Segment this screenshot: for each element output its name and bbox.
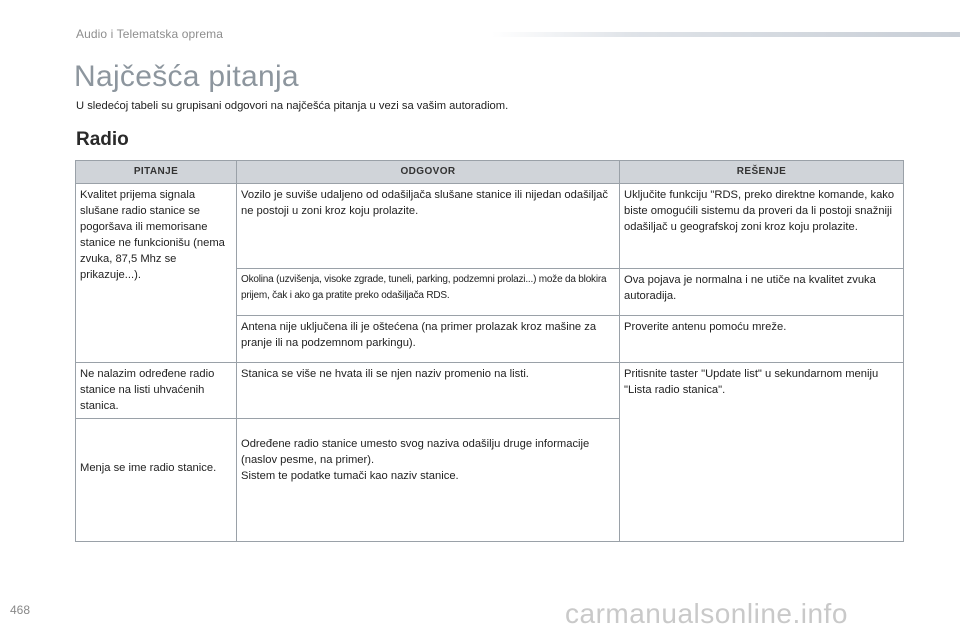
table-row <box>76 184 904 269</box>
faq-table <box>75 160 904 542</box>
page-number: 468 <box>10 603 31 617</box>
solution-cell: Ova pojava je normalna i ne utiče na kvalitet zvuka autoradija. <box>620 269 904 316</box>
answer-line: Sistem te podatke tumači kao naziv stanice. <box>241 470 459 482</box>
section-title: Radio <box>76 129 129 150</box>
answer-cell: Vozilo je suviše udaljeno od odašiljača slušane stanice ili nijedan odašiljač ne postoji u zoni kroz koju prolazite. <box>237 184 620 269</box>
answer-line: Određene radio stanice umesto svog naziva odašilju druge informacije (naslov pesme, na primer). <box>241 438 590 466</box>
column-header-answer: ODGOVOR <box>237 161 620 184</box>
column-header-question: PITANJE <box>76 161 237 184</box>
question-cell: Ne nalazim određene radio stanice na listi uhvaćenih stanica. <box>76 363 237 419</box>
solution-cell: Pritisnite taster "Update list" u sekundarnom meniju "Lista radio stanica". <box>620 363 904 542</box>
intro-text: U sledećoj tabeli su grupisani odgovori na najčešća pitanja u vezi sa vašim autoradiom. <box>76 100 509 112</box>
question-cell: Menja se ime radio stanice. <box>76 419 237 542</box>
question-cell: Kvalitet prijema signala slušane radio stanice se pogoršava ili memorisane stanice ne funkcionišu (nema zvuka, 87,5 Mhz se prikazuje...). <box>76 184 237 363</box>
answer-cell: Stanica se više ne hvata ili se njen naziv promenio na listi. <box>237 363 620 419</box>
column-header-solution: REŠENJE <box>620 161 904 184</box>
solution-cell: Proverite antenu pomoću mreže. <box>620 316 904 363</box>
answer-cell: Antena nije uključena ili je oštećena (na primer prolazak kroz mašine za pranje ili na podzemnom parkingu). <box>237 316 620 363</box>
table-header-row <box>76 161 904 184</box>
watermark: carmanualsonline.info <box>565 598 848 629</box>
answer-cell: Okolina (uzvišenja, visoke zgrade, tuneli, parking, podzemni prolazi...) može da blokira prijem, čak i ako ga pratite preko odašiljača RDS. <box>237 269 620 316</box>
answer-cell <box>237 419 620 542</box>
solution-cell: Uključite funkciju "RDS, preko direktne komande, kako biste omogućili sistemu da proveri da li postoji snažniji odašiljač u geografskoj zoni kroz koju prolazite. <box>620 184 904 269</box>
page-title: Najčešća pitanja <box>74 60 299 93</box>
header-section-title: Audio i Telematska oprema <box>76 27 224 41</box>
header-decorative-bar <box>492 32 960 37</box>
table-row <box>76 363 904 419</box>
